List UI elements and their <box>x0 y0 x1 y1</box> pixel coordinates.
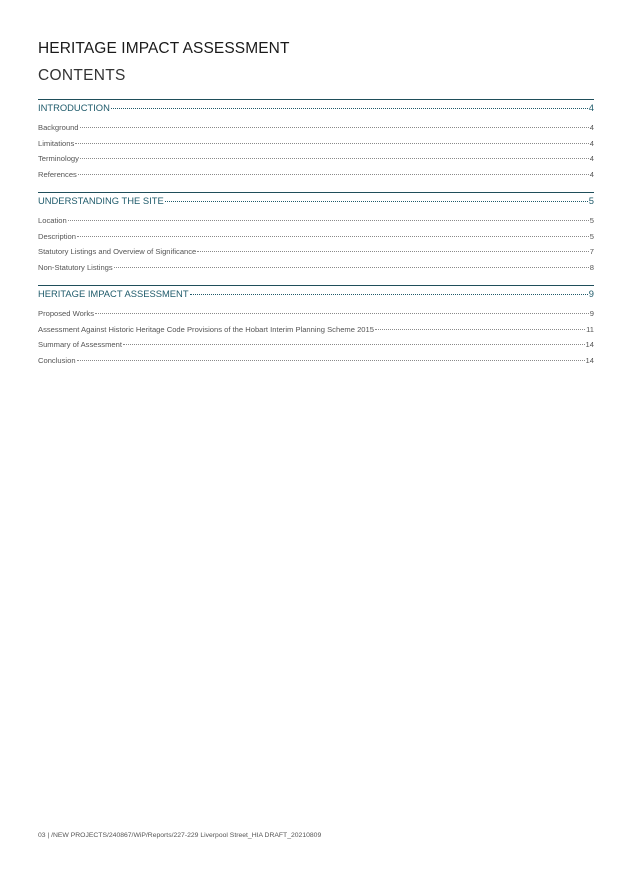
toc-leader-dots <box>77 236 589 237</box>
toc-item-page: 4 <box>589 123 594 132</box>
toc-leader-dots <box>80 127 589 128</box>
toc-heading-introduction[interactable] <box>38 102 594 117</box>
toc-item-conclusion[interactable] <box>38 356 594 372</box>
toc-item-location[interactable] <box>38 216 594 232</box>
toc-leader-dots <box>123 344 585 345</box>
toc-leader-dots <box>75 143 588 144</box>
toc-heading-page: 5 <box>588 195 594 206</box>
toc-item-label: Non-Statutory Listings <box>38 262 113 272</box>
toc-item-page: 4 <box>589 154 594 164</box>
toc-item-terminology[interactable] <box>38 154 594 170</box>
toc-leader-dots <box>114 267 589 268</box>
contents-heading: CONTENTS <box>38 67 126 84</box>
toc-item-description[interactable] <box>38 232 594 248</box>
toc-item-label: Background <box>38 123 79 132</box>
toc-leader-dots <box>197 251 588 252</box>
toc-item-label: Assessment Against Historic Heritage Code Provisions of the Hobart Interim Planning Scheme 2015 <box>38 324 374 334</box>
toc-item-page: 4 <box>589 138 594 148</box>
toc-item-page: 5 <box>589 231 594 241</box>
toc-item-summary-of-assessment[interactable] <box>38 340 594 356</box>
toc-heading-page: 9 <box>588 288 594 299</box>
toc-item-page: 11 <box>586 324 594 334</box>
section-divider <box>38 285 594 286</box>
toc-item-page: 8 <box>589 262 594 272</box>
section-divider <box>38 99 594 100</box>
toc-item-label: References <box>38 169 77 179</box>
toc-section-heritage-impact-assessment <box>38 285 594 371</box>
toc-section-introduction <box>38 99 594 185</box>
section-divider <box>38 192 594 193</box>
toc-item-proposed-works[interactable] <box>38 309 594 325</box>
toc-leader-dots <box>111 108 588 109</box>
toc-leader-dots <box>68 220 589 221</box>
toc-item-label: Limitations <box>38 138 75 148</box>
toc-item-label: Proposed Works <box>38 309 94 318</box>
toc-heading-label: UNDERSTANDING THE SITE <box>38 195 164 206</box>
toc-item-assessment-against-code[interactable] <box>38 325 594 341</box>
document-page <box>38 0 594 879</box>
toc-leader-dots <box>77 360 585 361</box>
toc-item-label: Terminology <box>38 154 79 164</box>
toc-item-page: 9 <box>589 309 594 318</box>
toc-heading-label: HERITAGE IMPACT ASSESSMENT <box>38 288 189 299</box>
toc-leader-dots <box>190 294 588 295</box>
toc-item-page: 14 <box>585 355 594 365</box>
toc-item-label: Location <box>38 216 67 225</box>
toc-heading-heritage-impact-assessment[interactable] <box>38 288 594 303</box>
toc-item-page: 5 <box>589 216 594 225</box>
toc-heading-understanding-the-site[interactable] <box>38 195 594 210</box>
toc-item-page: 7 <box>589 247 594 257</box>
document-title: HERITAGE IMPACT ASSESSMENT <box>38 40 290 57</box>
toc-item-background[interactable] <box>38 123 594 139</box>
toc-item-statutory-listings[interactable] <box>38 247 594 263</box>
toc-item-label: Conclusion <box>38 355 76 365</box>
toc-item-label: Description <box>38 231 76 241</box>
toc-leader-dots <box>165 201 588 202</box>
toc-leader-dots <box>78 174 589 175</box>
toc-leader-dots <box>80 158 589 159</box>
toc-item-page: 4 <box>589 169 594 179</box>
toc-item-label: Statutory Listings and Overview of Significance <box>38 247 197 257</box>
toc-item-non-statutory-listings[interactable] <box>38 263 594 279</box>
toc-leader-dots <box>95 313 589 314</box>
toc-item-page: 14 <box>585 340 594 350</box>
toc-item-references[interactable] <box>38 170 594 186</box>
toc-item-label: Summary of Assessment <box>38 340 122 350</box>
toc-leader-dots <box>375 329 585 330</box>
toc-heading-page: 4 <box>588 102 594 113</box>
toc-item-limitations[interactable] <box>38 139 594 155</box>
page-footer: 03 | /NEW PROJECTS/240867/WiP/Reports/227-229 Liverpool Street_HIA DRAFT_20210809 <box>38 832 322 839</box>
toc-heading-label: INTRODUCTION <box>38 102 110 113</box>
toc-section-understanding-the-site <box>38 192 594 278</box>
